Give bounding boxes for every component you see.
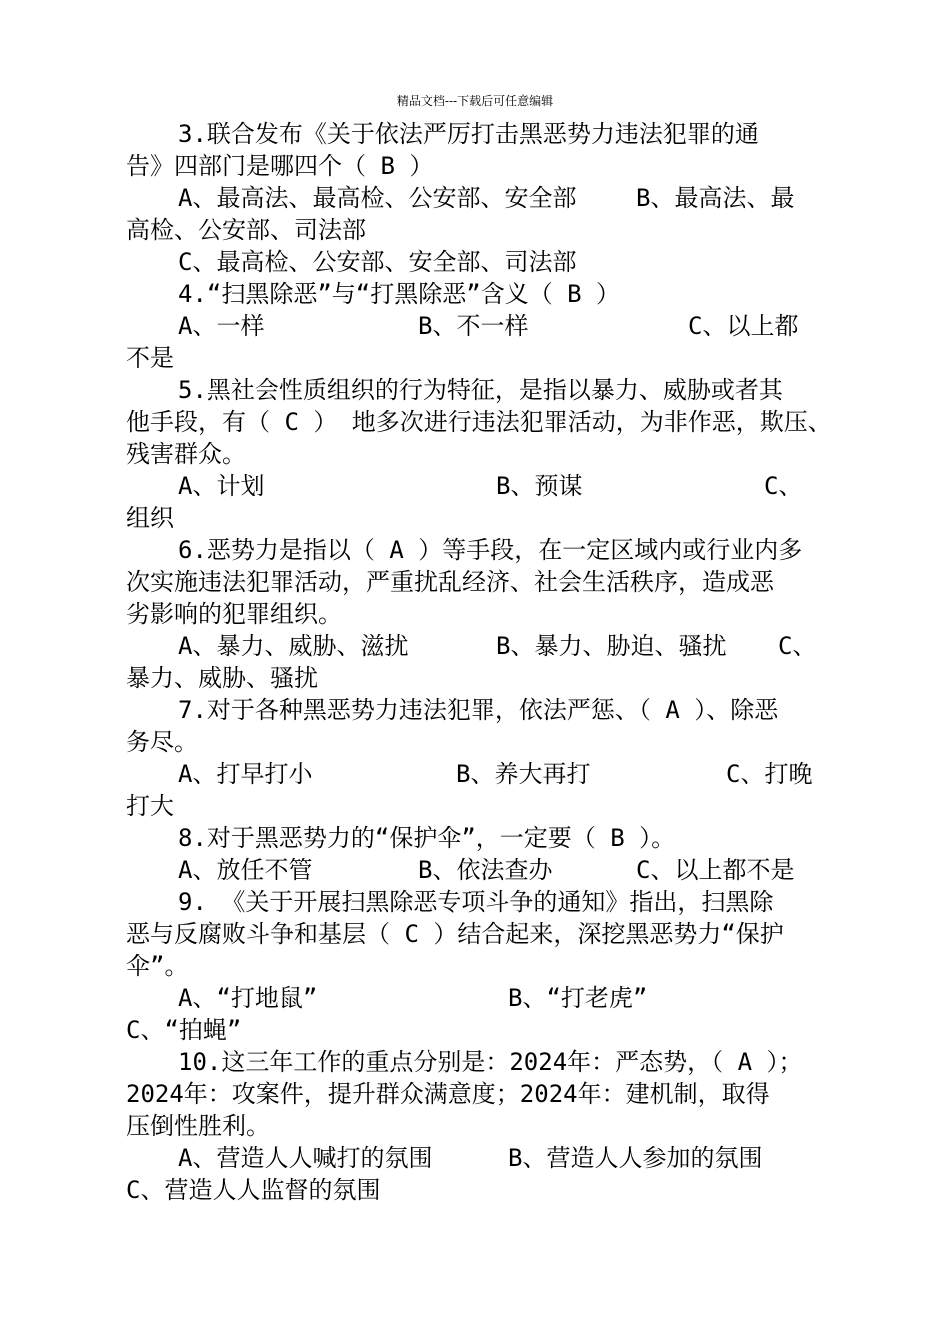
q9-stem-line3: 伞”。 [126,952,189,980]
q8-stem: 8.对于黑恶势力的“保护伞”，一定要（ B ）。 [178,824,676,852]
q5-stem-line2: 他手段，有（ C ） 地多次进行违法犯罪活动，为非作恶，欺压、 [126,408,832,436]
q6-stem-line3: 劣影响的犯罪组织。 [126,600,342,628]
q10-option-c: C、营造人人监督的氛围 [126,1176,381,1204]
q10-stem-line1: 10.这三年工作的重点分别是：2024年：严态势，（ A ）； [178,1048,803,1076]
q6-stem-line1: 6.恶势力是指以（ A ）等手段，在一定区域内或行业内多 [178,536,803,564]
q3-stem-line2: 告》四部门是哪四个（ B ） [126,152,434,180]
q6-option-b: B、暴力、胁迫、骚扰 [496,632,727,660]
q5-option-c-cont: 组织 [126,504,174,532]
q4-option-c-cont: 不是 [126,344,174,372]
q5-option-c: C、 [764,472,803,500]
q8-option-c: C、以上都不是 [636,856,795,884]
q3-option-b: B、最高法、最 [636,184,795,212]
q6-option-c: C、 [778,632,817,660]
q7-option-b: B、养大再打 [456,760,591,788]
q7-option-c: C、打晚 [726,760,813,788]
q5-option-b: B、预谋 [496,472,583,500]
q6-option-a: A、暴力、威胁、滋扰 [178,632,409,660]
q4-option-b: B、不一样 [418,312,529,340]
q6-option-c-cont: 暴力、威胁、骚扰 [126,664,318,692]
q9-option-c: C、“拍蝇” [126,1016,242,1044]
q7-option-c-cont: 打大 [126,792,174,820]
q3-stem-line1: 3.联合发布《关于依法严厉打击黑恶势力违法犯罪的通 [178,120,759,148]
q3-option-a: A、最高法、最高检、公安部、安全部 [178,184,577,212]
q5-stem-line3: 残害群众。 [126,440,246,468]
q8-option-a: A、放任不管 [178,856,313,884]
q10-stem-line3: 压倒性胜利。 [126,1112,270,1140]
q10-stem-line2: 2024年：攻案件，提升群众满意度；2024年：建机制，取得 [126,1080,770,1108]
q10-option-b: B、营造人人参加的氛围 [508,1144,763,1172]
q3-option-c: C、最高检、公安部、安全部、司法部 [178,248,577,276]
q8-option-b: B、依法查办 [418,856,553,884]
q10-option-a: A、营造人人喊打的氛围 [178,1144,433,1172]
q9-stem-line2: 恶与反腐败斗争和基层（ C ）结合起来，深挖黑恶势力“保护 [126,920,784,948]
q4-option-a: A、一样 [178,312,265,340]
q9-option-a: A、“打地鼠” [178,984,318,1012]
q9-option-b: B、“打老虎” [508,984,648,1012]
q7-option-a: A、打早打小 [178,760,313,788]
q4-option-c: C、以上都 [688,312,799,340]
q5-option-a: A、计划 [178,472,265,500]
q7-stem-line2: 务尽。 [126,728,198,756]
q4-stem: 4.“扫黑除恶”与“打黑除恶”含义（ B ） [178,280,621,308]
q3-option-b-cont: 高检、公安部、司法部 [126,216,366,244]
page-header: 精品文档---下载后可任意编辑 [396,94,554,108]
q7-stem-line1: 7.对于各种黑恶势力违法犯罪，依法严惩、（ A ）、除恶 [178,696,779,724]
q9-stem-line1: 9. 《关于开展扫黑除恶专项斗争的通知》指出，扫黑除 [178,888,774,916]
q6-stem-line2: 次实施违法犯罪活动，严重扰乱经济、社会生活秩序，造成恶 [126,568,774,596]
q5-stem-line1: 5.黑社会性质组织的行为特征，是指以暴力、威胁或者其 [178,376,783,404]
